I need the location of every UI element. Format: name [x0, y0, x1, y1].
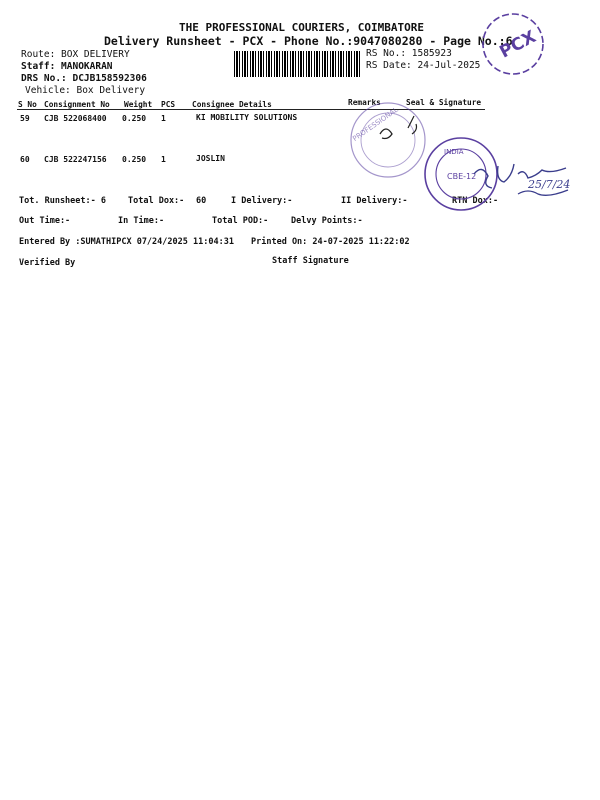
round-seal-text: PROFESSIONAL	[351, 105, 400, 143]
row-consignment: CJB 522247156	[44, 155, 107, 164]
vehicle-label: Vehicle: Box Delivery	[25, 85, 146, 96]
barcode	[234, 51, 360, 77]
row-consignment: CJB 522068400	[44, 114, 107, 123]
drs-number: DRS No.: DCJB158592306	[21, 73, 147, 84]
total-dox: Total Dox:-	[128, 196, 185, 206]
row-consignee: KI MOBILITY SOLUTIONS	[196, 113, 298, 122]
i-delivery: I Delivery:-	[231, 196, 293, 206]
col-header-consignee: Consignee Details	[192, 100, 272, 109]
row-pcs: 1	[161, 114, 166, 123]
rtn-dox: RTN Dox:-	[452, 196, 499, 206]
runsheet-title: Delivery Runsheet - PCX - Phone No.:9047080280 - Page No.:6	[104, 34, 513, 48]
india-seal-country: INDIA	[444, 148, 464, 156]
col-header-pcs: PCS	[161, 100, 176, 109]
col-header-sno: S No	[18, 100, 37, 109]
row-pcs: 1	[161, 155, 166, 164]
col-header-remarks: Remarks	[348, 98, 381, 107]
route-label: Route: BOX DELIVERY	[21, 49, 130, 60]
out-time: Out Time:-	[19, 216, 71, 226]
row-consignee: JOSLIN	[196, 154, 225, 163]
col-header-seal: Seal & Signature	[406, 98, 482, 107]
handwritten-date: 25/7/24	[528, 178, 571, 191]
rs-number: RS No.: 1585923	[366, 48, 452, 59]
rs-date: RS Date: 24-Jul-2025	[366, 60, 481, 71]
in-time: In Time:-	[118, 216, 165, 226]
row-weight: 0.250	[122, 114, 147, 123]
col-header-consignment: Consignment No	[44, 100, 110, 109]
verified-by: Verified By	[19, 258, 76, 268]
delvy-points: Delvy Points:-	[291, 216, 363, 226]
row-weight: 0.250	[122, 155, 147, 164]
tot-runsheet: Tot. Runsheet:- 6	[19, 196, 106, 206]
entered-by: Entered By :SUMATHIPCX 07/24/2025 11:04:31	[19, 237, 234, 247]
handwritten-signature	[468, 156, 586, 206]
pcx-stamp	[470, 6, 556, 86]
row-sno: 59	[20, 114, 30, 123]
pcx-stamp-text: PCX	[496, 26, 540, 63]
printed-on: Printed On: 24-07-2025 11:22:02	[251, 237, 410, 247]
row-sno: 60	[20, 155, 30, 164]
india-seal-city: CBE-12	[447, 172, 477, 181]
total-dox-value: 60	[196, 196, 207, 206]
company-title: THE PROFESSIONAL COURIERS, COIMBATORE	[179, 21, 425, 34]
ii-delivery: II Delivery:-	[341, 196, 408, 206]
total-pod: Total POD:-	[212, 216, 269, 226]
staff-signature-label: Staff Signature	[272, 256, 349, 266]
col-header-weight: Weight	[124, 100, 153, 109]
staff-label: Staff: MANOKARAN	[21, 61, 113, 72]
